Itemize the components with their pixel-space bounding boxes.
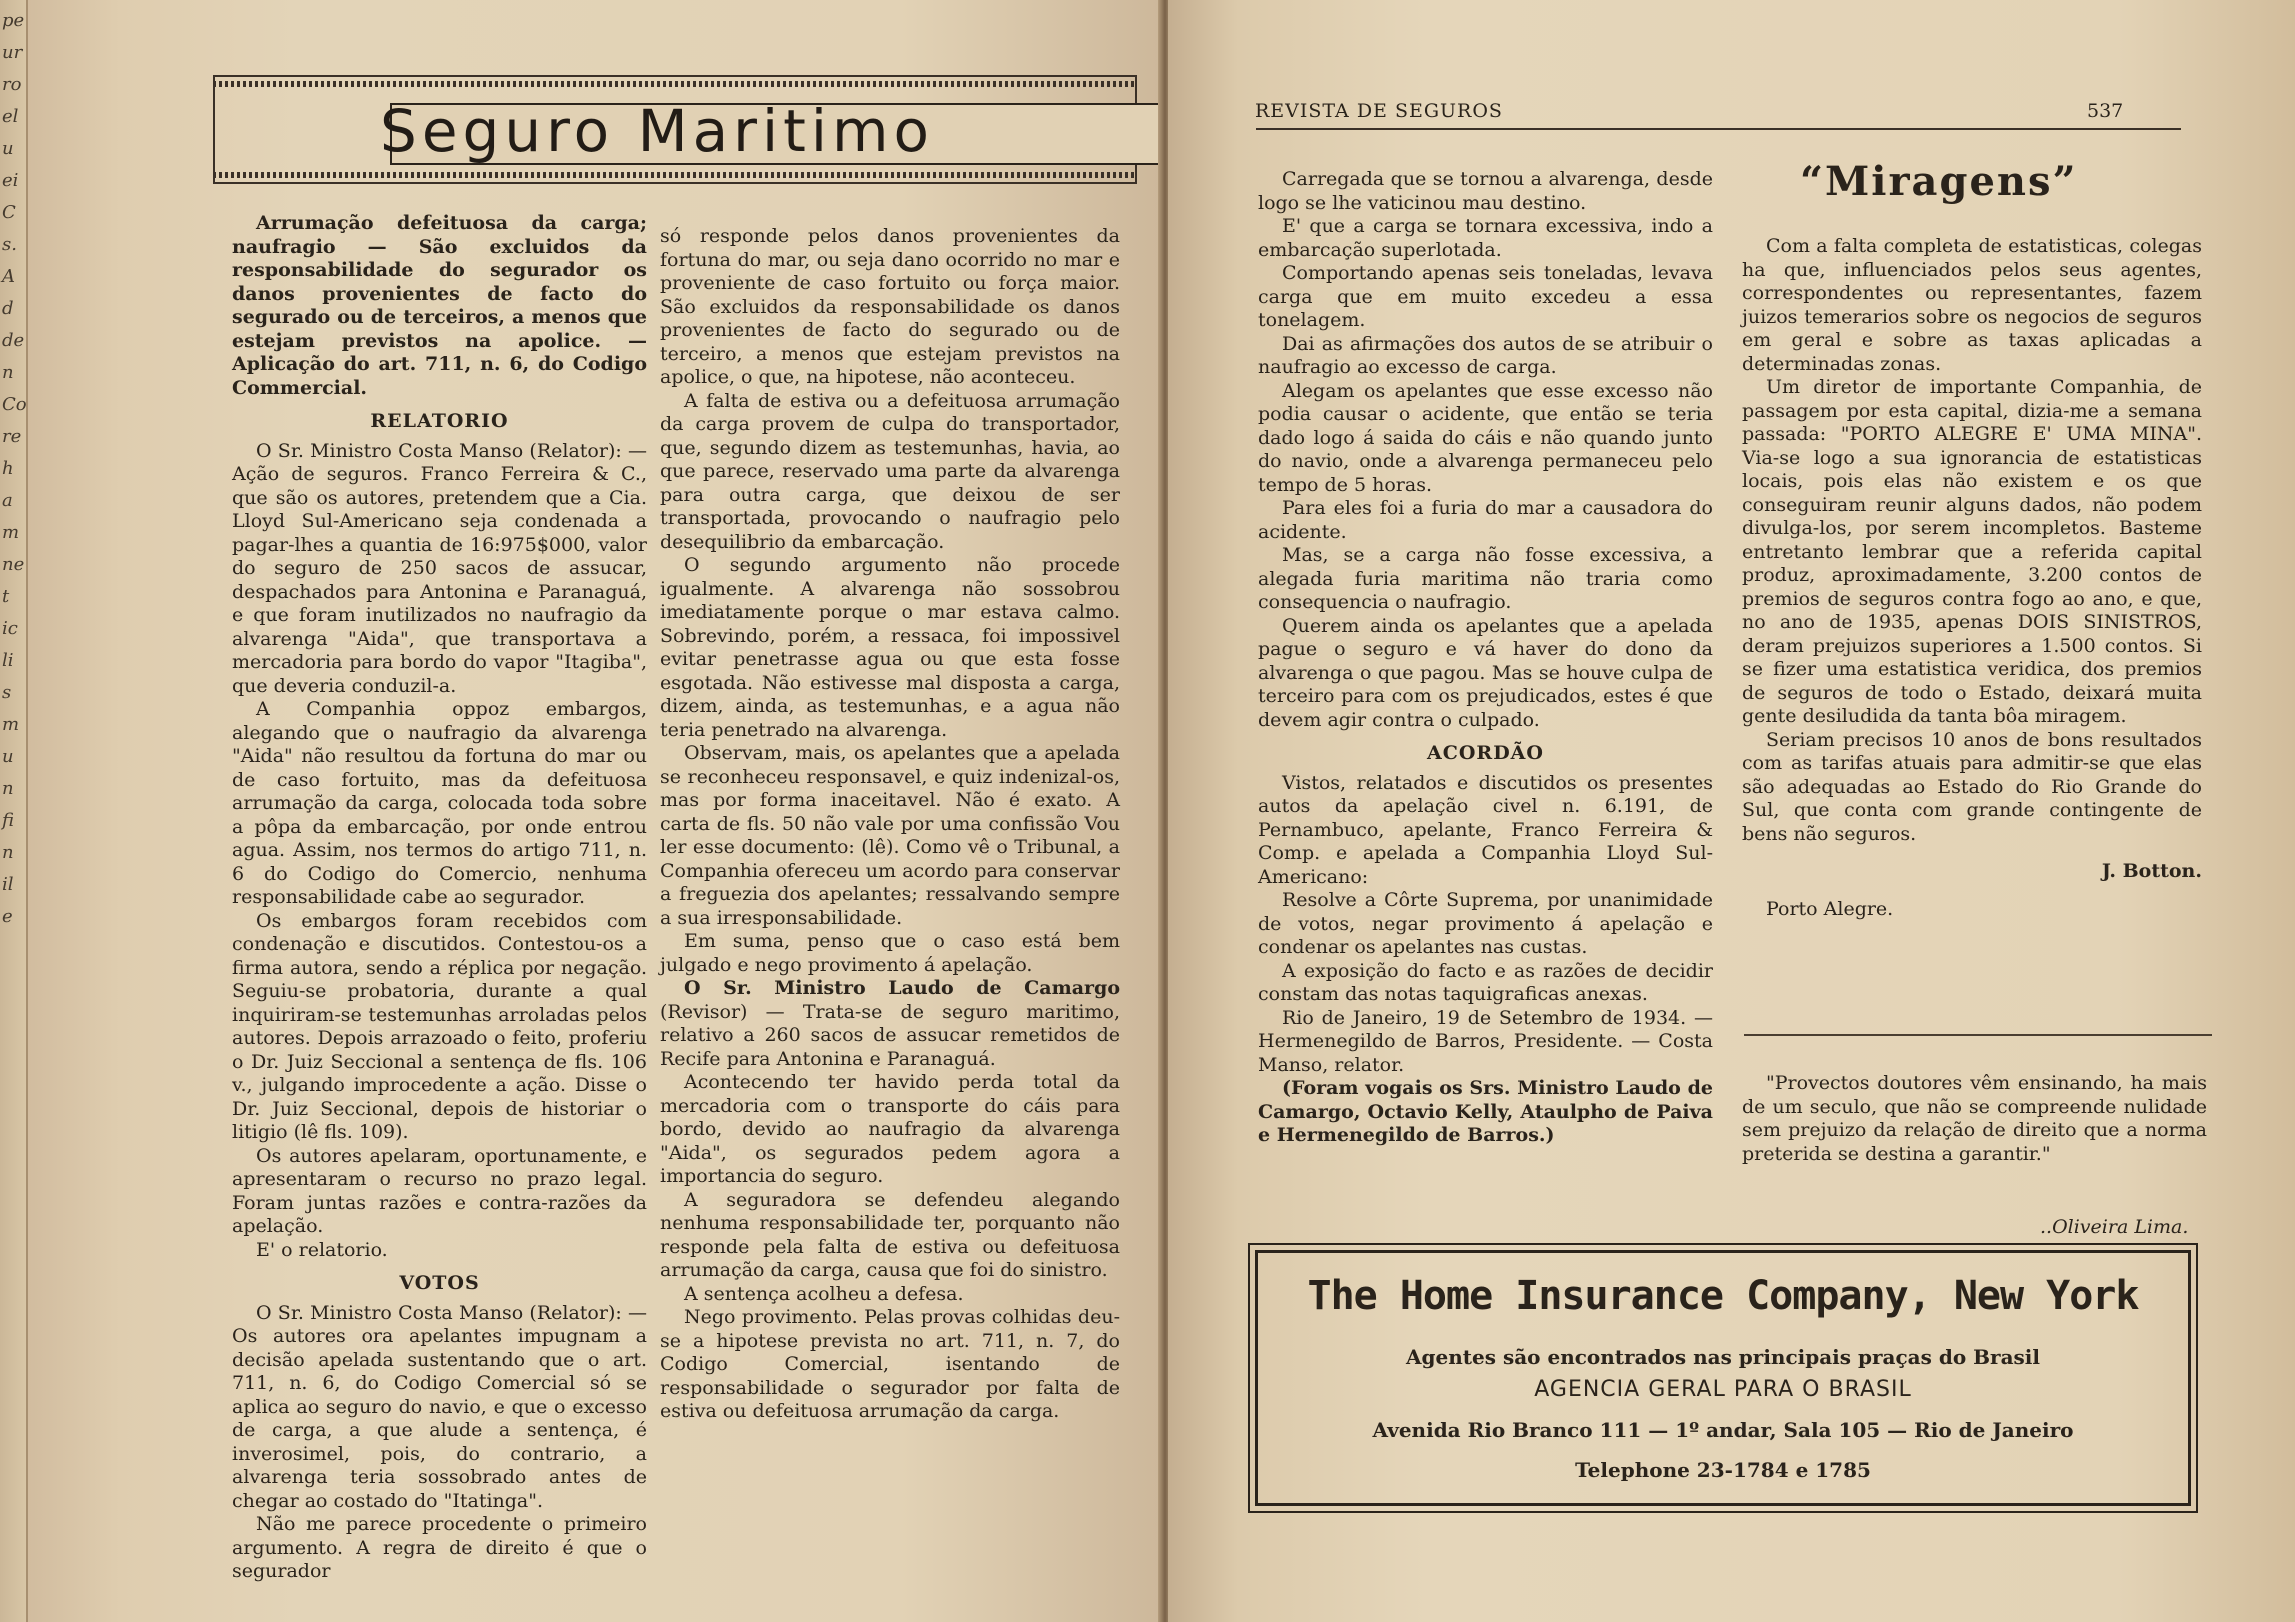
paragraph: E' o relatorio. xyxy=(256,1238,388,1261)
paragraph: A exposição do facto e as razões de decidir constam das notas taquigraficas anexas. xyxy=(1258,959,1713,1005)
previous-page-fragment: n xyxy=(2,362,14,383)
left-column-1 xyxy=(232,212,647,1584)
paragraph: O Sr. Ministro Costa Manso (Relator): — Os autores ora apelantes impugnam a decisão apelada sustentando que o art. 711, n. 6, do Codigo Comercial só se aplica ao seguro do navio, e que o excesso de carga, a que alude a sentença, é inverosimel, pois, do contrario, a alvarenga teria sossobrado antes de chegar ao costado do "Itatinga". xyxy=(232,1301,647,1512)
previous-page-fragment: ur xyxy=(2,42,23,63)
previous-page-fragment: il xyxy=(2,874,14,895)
paragraph: Seriam precisos 10 anos de bons resultados com as tarifas atuais para admitir-se que elas são adequadas ao Estado do Rio Grande do Sul, que conta com grande contingente de bens não seguros. xyxy=(1742,728,2202,845)
previous-page-fragment: m xyxy=(2,522,20,543)
previous-page-fragment: ei xyxy=(2,170,19,191)
quote-text: "Provectos doutores vêm ensinando, ha mais de um seculo, que não se compreende nulidade sem prejuizo da relação de direito que a norma preterida se destina a garantir." xyxy=(1742,1072,2207,1165)
paragraph xyxy=(660,977,1120,1071)
article-title: Seguro Maritimo xyxy=(380,97,934,165)
previous-page-fragment: d xyxy=(2,298,14,319)
previous-page-fragment: de xyxy=(2,330,25,351)
paragraph: Alegam os apelantes que esse excesso não podia causar o acidente, que então se teria dado logo á saida do cáis e não quando junto do navio, onde a alvarenga permaneceu pelo tempo de 5 horas. xyxy=(1258,379,1713,496)
paragraph: Querem ainda os apelantes que a apelada pague o seguro e vá haver do dono da alvarenga o que pagou. Mas se houve culpa de terceiro para com os prejudicados, estes é que devem agir contra o culpado. xyxy=(1258,614,1713,731)
speaker-name: O Sr. Ministro Laudo de Camargo xyxy=(684,977,1120,999)
author-signature: J. Botton. xyxy=(2101,860,2202,882)
previous-page-fragment: Co xyxy=(2,394,27,415)
running-head: REVISTA DE SEGUROS xyxy=(1255,100,1503,122)
previous-page-fragment: n xyxy=(2,778,14,799)
previous-page-fragment: ne xyxy=(2,554,25,575)
paragraph: Vistos, relatados e discutidos os presentes autos da apelação civel n. 6.191, de Pernambuco, apelante, Franco Ferreira & Comp. e apelada a Companhia Lloyd Sul-Americano: xyxy=(1258,771,1713,888)
paragraph: Resolve a Côrte Suprema, por unanimidade de votos, negar provimento á apelação e condenar os apelantes nas custas. xyxy=(1258,889,1713,958)
previous-page-fragment: a xyxy=(2,490,13,511)
previous-page-fragment: s xyxy=(2,682,12,703)
previous-page-fragment: li xyxy=(2,650,14,671)
miragens-title: “Miragens” xyxy=(1800,158,2078,205)
right-column-1 xyxy=(1258,168,1713,1148)
paragraph: A seguradora se defendeu alegando nenhuma responsabilidade ter, porquanto não responde pela falta de estiva ou defeituosa arrumação da carga, causa que foi do sinistro. xyxy=(660,1188,1120,1281)
place-line: Porto Alegre. xyxy=(1766,897,1894,920)
previous-page-fragment: n xyxy=(2,842,14,863)
paragraph: Os autores apelaram, oportunamente, e apresentaram o recurso no prazo legal. Foram juntas razões e contra-razões da apelação. xyxy=(232,1144,647,1237)
header-rule xyxy=(1256,128,2181,130)
paragraph: O segundo argumento não procede igualmente. A alvarenga não sossobrou imediatamente porque o mar estava calmo. Sobrevindo, porém, a ressaca, foi impossivel evitar penetrasse agua ou que esta fosse esgotada. Não estivesse mal disposta a carga, dizem, ainda, as testemunhas, e a agua não teria penetrado na alvarenga. xyxy=(660,554,1120,741)
votos-heading: VOTOS xyxy=(399,1272,480,1294)
ad-line-address: Avenida Rio Branco 111 — 1º andar, Sala 105 — Rio de Janeiro xyxy=(1372,1418,2074,1442)
paragraph: Para eles foi a furia do mar a causadora do acidente. xyxy=(1258,497,1713,543)
ad-line-agents: Agentes são encontrados nas principais praças do Brasil xyxy=(1406,1345,2040,1369)
acordao-heading: ACORDÃO xyxy=(1427,742,1544,764)
paragraph: O Sr. Ministro Costa Manso (Relator): — Ação de seguros. Franco Ferreira & C., que são os autores, pretendem que a Cia. Lloyd Sul-Americano seja condenada a pagar-lhes a quantia de 16:975$000, valor do seguro de 250 sacos de assucar, despachados para Antonina e Paranaguá, e que foram inutilizados no naufragio da alvarenga "Aida", que transportava a mercadoria para bordo do vapor "Itagiba", que deveria conduzil-a. xyxy=(232,439,647,697)
previous-page-fragment: fi xyxy=(2,810,15,831)
paragraph: Observam, mais, os apelantes que a apelada se reconheceu responsavel, e quiz indenizal-os, mas por forma inaceitavel. Não é exato. A carta de fls. 50 não vale por uma confissão Vou ler esse documento: (lê). Como vê o Tribunal, a Companhia ofereceu um acordo para conservar a freguezia dos apelantes; ressalvando sempre a sua irresponsabilidade. xyxy=(660,742,1120,929)
paragraph: Em suma, penso que o caso está bem julgado e nego provimento á apelação. xyxy=(660,930,1120,976)
paragraph: só responde pelos danos provenientes da fortuna do mar, ou seja dano ocorrido no mar e proveniente de caso fortuito ou força maior. São excluidos da responsabilidade os danos provenientes de facto do segurado ou de terceiro, a menos que estejam previstos na apolice, o que, na hipotese, não aconteceu. xyxy=(660,225,1120,388)
previous-page-edge xyxy=(0,0,28,1622)
article-summary: Arrumação defeituosa da carga; naufragio — São excluidos da responsabilidade do segurador os danos provenientes de facto do segurado ou de terceiros, a menos que estejam previstos na apolice. — Aplicação do art. 711, n. 6, do Codigo Commercial. xyxy=(232,212,647,399)
previous-page-fragment: C xyxy=(2,202,16,223)
ad-line-agency: AGENCIA GERAL PARA O BRASIL xyxy=(1534,1377,1912,1402)
paragraph: A Companhia oppoz embargos, alegando que o naufragio da alvarenga "Aida" não resultou da fortuna do mar ou de caso fortuito, mas da defeituosa arrumação da carga, colocada toda sobre a pôpa da embarcação, por onde entrou agua. Assim, nos termos do artigo 711, n. 6 do Codigo do Comercio, nenhuma responsabilidade cabe ao segurador. xyxy=(232,698,647,908)
paragraph: E' que a carga se tornara excessiva, indo a embarcação superlotada. xyxy=(1258,215,1713,261)
paragraph: Com a falta completa de estatisticas, colegas ha que, influenciados pelos seus agentes, correspondentes ou representantes, fazem juizos temerarios sobre os negocios de seguros em geral e sobre as taxas aplicadas a determinadas zonas. xyxy=(1742,235,2202,375)
paragraph: Rio de Janeiro, 19 de Setembro de 1934. — Hermenegildo de Barros, Presidente. — Costa Manso, relator. xyxy=(1258,1006,1713,1076)
quote-author: ..Oliveira Lima. xyxy=(2040,1216,2189,1238)
paragraph: Os embargos foram recebidos com condenação e discutidos. Contestou-os a firma autora, sendo a réplica por negação. Seguiu-se probatoria, durante a qual inquiriram-se testemunhas arroladas pelos autores. Depois arrazoado o feito, proferiu o Dr. Juiz Seccional a sentença de fls. 106 v., julgando improcedente a ação. Disse o Dr. Juiz Seccional, depois de historiar o litigio (lê fls. 109). xyxy=(232,909,647,1143)
previous-page-fragment: A xyxy=(2,266,15,287)
previous-page-fragment: pe xyxy=(2,10,25,31)
previous-page-fragment: ro xyxy=(2,74,22,95)
previous-page-fragment: e xyxy=(2,906,13,927)
previous-page-fragment: t xyxy=(2,586,10,607)
previous-page-fragment: u xyxy=(2,138,14,159)
paragraph: (Foram vogais os Srs. Ministro Laudo de Camargo, Octavio Kelly, Ataulpho de Paiva e Hermenegildo de Barros.) xyxy=(1258,1077,1713,1146)
ad-line-telephone: Telephone 23-1784 e 1785 xyxy=(1575,1458,1871,1482)
separator-rule xyxy=(1744,1034,2212,1036)
paragraph: Não me parece procedente o primeiro argumento. A regra de direito é que o segurador xyxy=(232,1513,647,1582)
ad-title: The Home Insurance Company, New York xyxy=(1307,1273,2139,1319)
paragraph: A sentença acolheu a defesa. xyxy=(684,1282,964,1305)
paragraph: Mas, se a carga não fosse excessiva, a alegada furia maritima não traria como consequencia o naufragio. xyxy=(1258,544,1713,613)
paragraph: Dai as afirmações dos autos de se atribuir o naufragio ao excesso de carga. xyxy=(1258,332,1713,378)
advertisement xyxy=(1255,1250,2191,1506)
paragraph: Comportando apenas seis toneladas, levava carga que em muito excedeu a essa tonelagem. xyxy=(1258,262,1713,331)
paragraph: A falta de estiva ou a defeituosa arrumação da carga provem de culpa do transportador, que, segundo dizem as testemunhas, havia, ao que parece, reservado uma parte da alvarenga para outra carga, que deixou de ser transportada, provocando o naufragio pelo desequilibrio da embarcação. xyxy=(660,389,1120,553)
paragraph: Nego provimento. Pelas provas colhidas deu-se a hipotese prevista no art. 711, n. 7, do Codigo Comercial, isentando de responsabilidade o segurador por falta de estiva ou defeituosa arrumação da carga. xyxy=(660,1306,1120,1422)
previous-page-fragment: el xyxy=(2,106,19,127)
paragraph: Um diretor de importante Companhia, de passagem por esta capital, dizia-me a semana passada: "PORTO ALEGRE E' UMA MINA". Via-se logo a sua ignorancia de estatisticas locais, pois elas não existem e os que conseguiram reunir alguns dados, não podem divulga-los, por serem incompletos. Basteme entretanto lembrar que a referida capital produz, aproximadamente, 3.200 contos de premios de seguros contra fogo ao ano, e que, no ano de 1935, apenas DOIS SINISTROS, deram prejuizos superiores a 1.500 contos. Si se fizer uma estatistica veridica, dos premios de seguros de todo o Estado, deixará muita gente desiludida da tanta bôa miragem. xyxy=(1742,376,2202,727)
previous-page-fragment: m xyxy=(2,714,20,735)
quote-block xyxy=(1742,1072,2207,1166)
left-column-2 xyxy=(660,225,1120,1424)
page-number: 537 xyxy=(2087,100,2124,122)
previous-page-fragment: h xyxy=(2,458,14,479)
previous-page-fragment: s. xyxy=(2,234,17,255)
previous-page-fragment: re xyxy=(2,426,22,447)
paragraph: Carregada que se tornou a alvarenga, desde logo se lhe vaticinou mau destino. xyxy=(1258,168,1713,214)
previous-page-fragment: u xyxy=(2,746,14,767)
paragraph-text: (Revisor) — Trata-se de seguro maritimo, relativo a 260 sacos de assucar remetidos de Recife para Antonina e Paranaguá. xyxy=(660,1000,1120,1070)
paragraph: Acontecendo ter havido perda total da mercadoria com o transporte do cáis para bordo, devido ao naufragio da alvarenga "Aida", os segurados pedem agora a importancia do seguro. xyxy=(660,1071,1120,1187)
relatorio-heading: RELATORIO xyxy=(370,410,509,432)
right-column-2 xyxy=(1742,235,2202,921)
previous-page-fragment: ic xyxy=(2,618,18,639)
